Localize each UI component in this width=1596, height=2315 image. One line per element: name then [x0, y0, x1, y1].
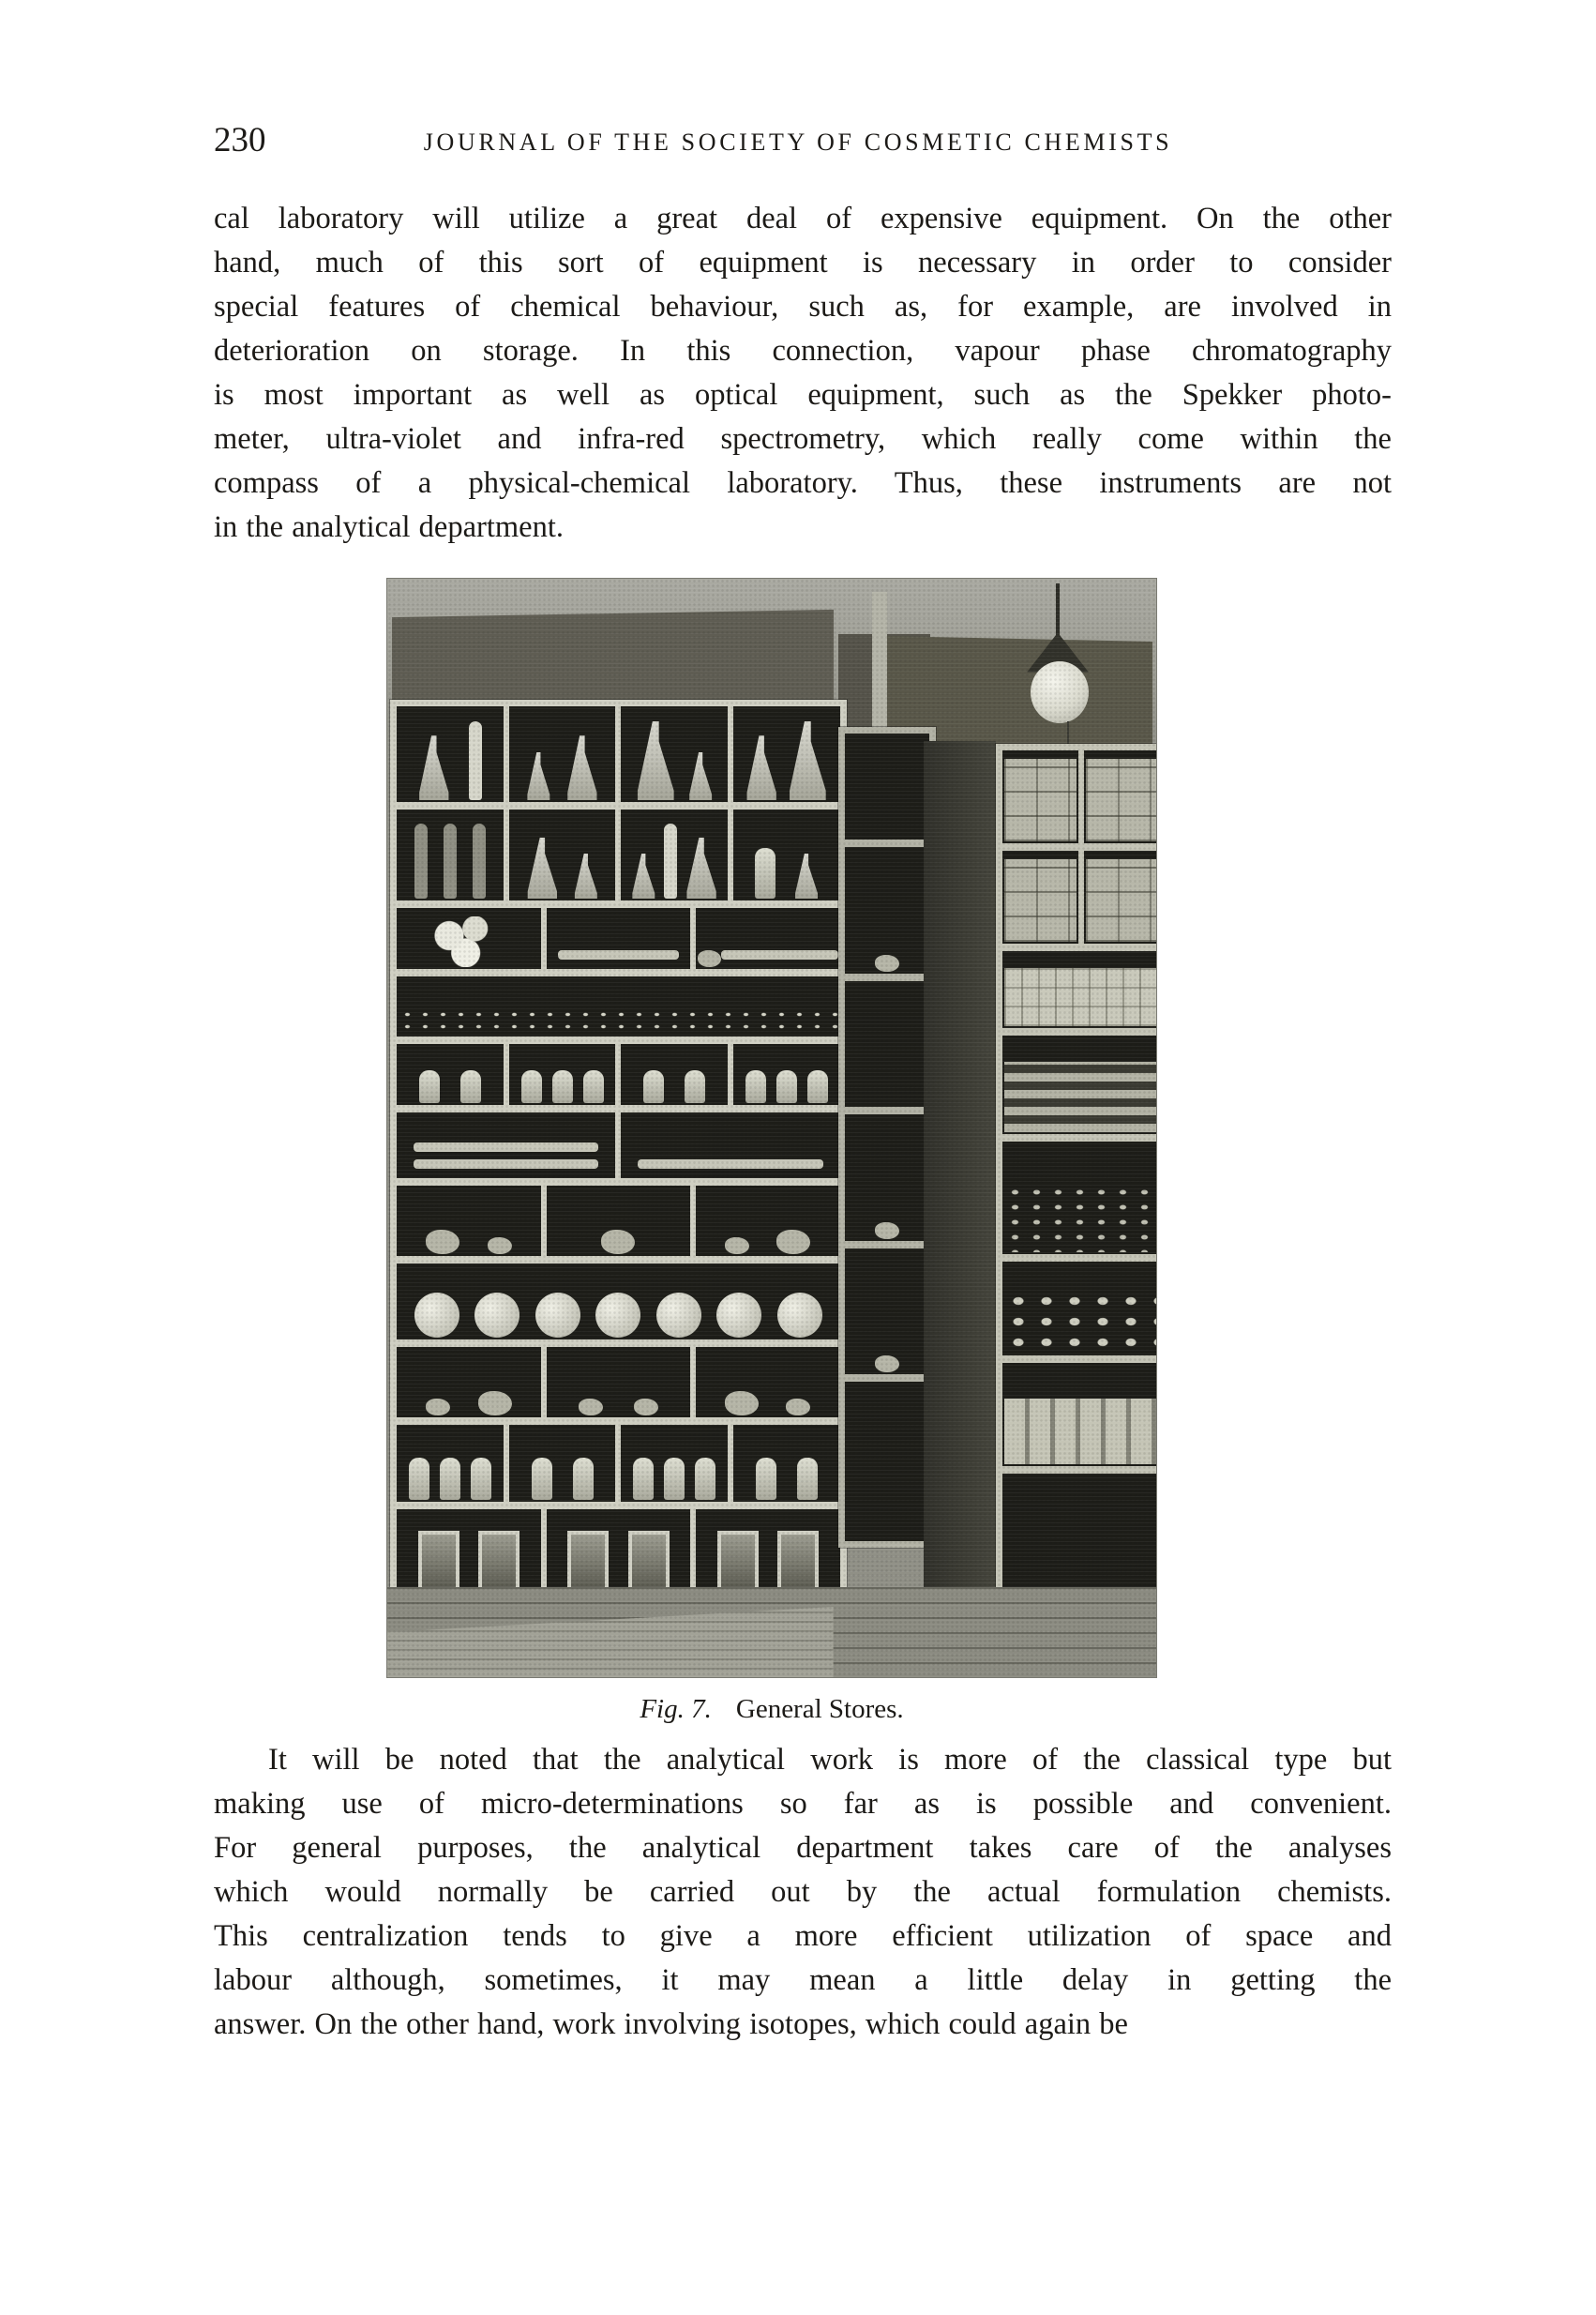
body-text-line: in the analytical department. — [214, 510, 564, 544]
figure-caption — [387, 1692, 1156, 1726]
figure-caption-text: General Stores. — [735, 1694, 904, 1724]
body-text-line: which would normally be carried out by the actual formulation chemists. — [214, 1875, 1392, 1909]
body-text-line: hand, much of this sort of equipment is necessary in order to consider — [214, 246, 1392, 280]
page-header — [0, 120, 1596, 167]
body-text-line: meter, ultra-violet and infra-red spectrometry, which really come within the — [214, 422, 1392, 456]
figure-photo — [387, 579, 1156, 1677]
body-text-line: cal laboratory will utilize a great deal of expensive equipment. On the other — [214, 202, 1392, 235]
body-text-line: special features of chemical behaviour, such as, for example, are involved in — [214, 290, 1392, 324]
body-text-line: making use of micro-determinations so far as is possible and convenient. — [214, 1787, 1392, 1821]
figure-caption-label: Fig. 7. — [640, 1694, 712, 1724]
body-text-line: This centralization tends to give a more efficient utilization of space and — [214, 1919, 1392, 1953]
photo-halftone-grain — [387, 579, 1156, 1677]
journal-title: JOURNAL OF THE SOCIETY OF COSMETIC CHEMISTS — [423, 129, 1173, 156]
paragraph-2 — [214, 1738, 1392, 2047]
body-text-line: answer. On the other hand, work involving isotopes, which could again be — [214, 2007, 1128, 2041]
body-text-line: is most important as well as optical equipment, such as the Spekker photo- — [214, 378, 1392, 412]
body-text-line: deterioration on storage. In this connection, vapour phase chromatography — [214, 334, 1392, 368]
body-text-line: It will be noted that the analytical work is more of the classical type but — [268, 1743, 1392, 1777]
figure-7 — [387, 579, 1156, 1726]
body-text-line: For general purposes, the analytical department takes care of the analyses — [214, 1831, 1392, 1865]
body-text-line: labour although, sometimes, it may mean a little delay in getting the — [214, 1963, 1392, 1997]
paragraph-1 — [214, 197, 1392, 550]
body-text-line: compass of a physical-chemical laboratory. Thus, these instruments are not — [214, 466, 1392, 500]
page-number: 230 — [214, 121, 266, 159]
